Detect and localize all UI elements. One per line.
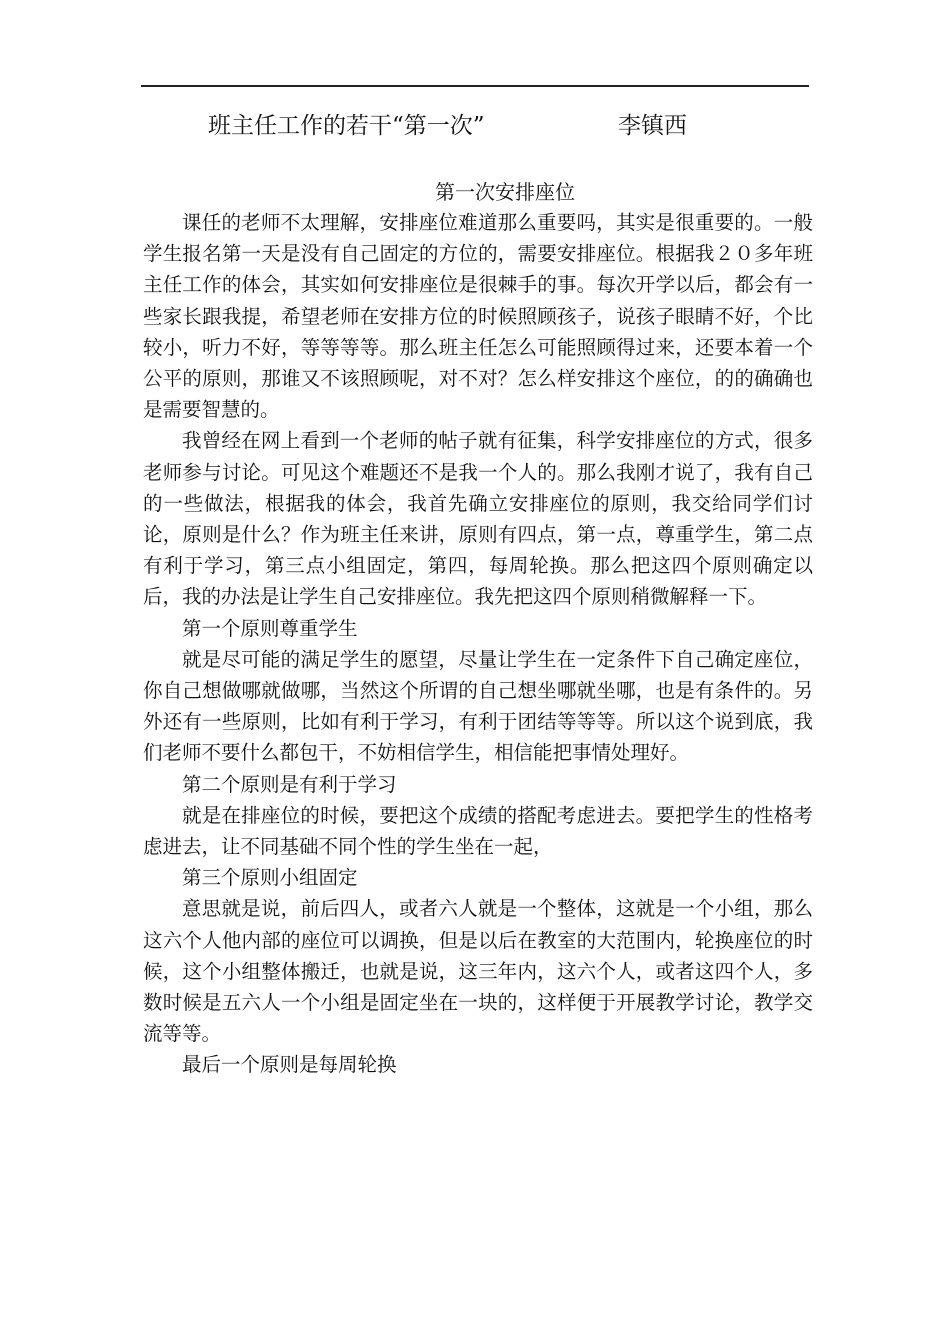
paragraph: 就是在排座位的时候，要把这个成绩的搭配考虑进去。要把学生的性格考虑进去，让不同基础不同个性的学生坐在一起， bbox=[143, 803, 813, 859]
title-row bbox=[208, 108, 687, 144]
header-rule bbox=[141, 85, 809, 87]
body-text bbox=[143, 207, 813, 1081]
section-title: 第一次安排座位 bbox=[435, 180, 575, 204]
paragraph: 课任的老师不太理解，安排座位难道那么重要吗，其实是很重要的。一般学生报名第一天是没有自己固定的方位的，需要安排座位。根据我２０多年班主任工作的体会，其实如何安排座位是很棘手的事。每次开学以后，都会有一些家长跟我提，希望老师在安排方位的时候照顾孩子，说孩子眼睛不好，个比较小，听力不好，等等等等。那么班主任怎么可能照顾得过来，还要本着一个公平的原则，那谁又不该照顾呢，对不对？怎么样安排这个座位，的的确确也是需要智慧的。 bbox=[143, 211, 813, 422]
principle-heading: 第三个原则小组固定 bbox=[182, 866, 358, 890]
principle-heading: 第二个原则是有利于学习 bbox=[182, 772, 397, 796]
document-author: 李镇西 bbox=[618, 113, 687, 139]
paragraph: 就是尽可能的满足学生的愿望，尽量让学生在一定条件下自己确定座位，你自己想做哪就做哪，当然这个所谓的自己想坐哪就坐哪，也是有条件的。另外还有一些原则，比如有利于学习，有利于团结等等等。所以这个说到底，我们老师不要什么都包干，不妨相信学生，相信能把事情处理好。 bbox=[143, 647, 813, 765]
document-title: 班主任工作的若干“第一次” bbox=[208, 113, 485, 139]
paragraph: 我曾经在网上看到一个老师的帖子就有征集，科学安排座位的方式，很多老师参与讨论。可见这个难题还不是我一个人的。那么我刚才说了，我有自己的一些做法，根据我的体会，我首先确立安排座位的原则，我交给同学们讨论，原则是什么？作为班主任来讲，原则有四点，第一点，尊重学生，第二点有利于学习，第三点小组固定，第四，每周轮换。那么把这四个原则确定以后，我的办法是让学生自己安排座位。我先把这四个原则稍微解释一下。 bbox=[143, 429, 813, 609]
paragraph: 意思就是说，前后四人，或者六人就是一个整体，这就是一个小组，那么这六个人他内部的座位可以调换，但是以后在教室的大范围内，轮换座位的时候，这个小组整体搬迁，也就是说，这三年内，这六个人，或者这四个人，多数时候是五六人一个小组是固定坐在一块的，这样便于开展教学讨论，教学交流等等。 bbox=[143, 897, 813, 1046]
principle-heading: 最后一个原则是每周轮换 bbox=[182, 1053, 397, 1077]
principle-heading: 第一个原则尊重学生 bbox=[182, 616, 358, 640]
